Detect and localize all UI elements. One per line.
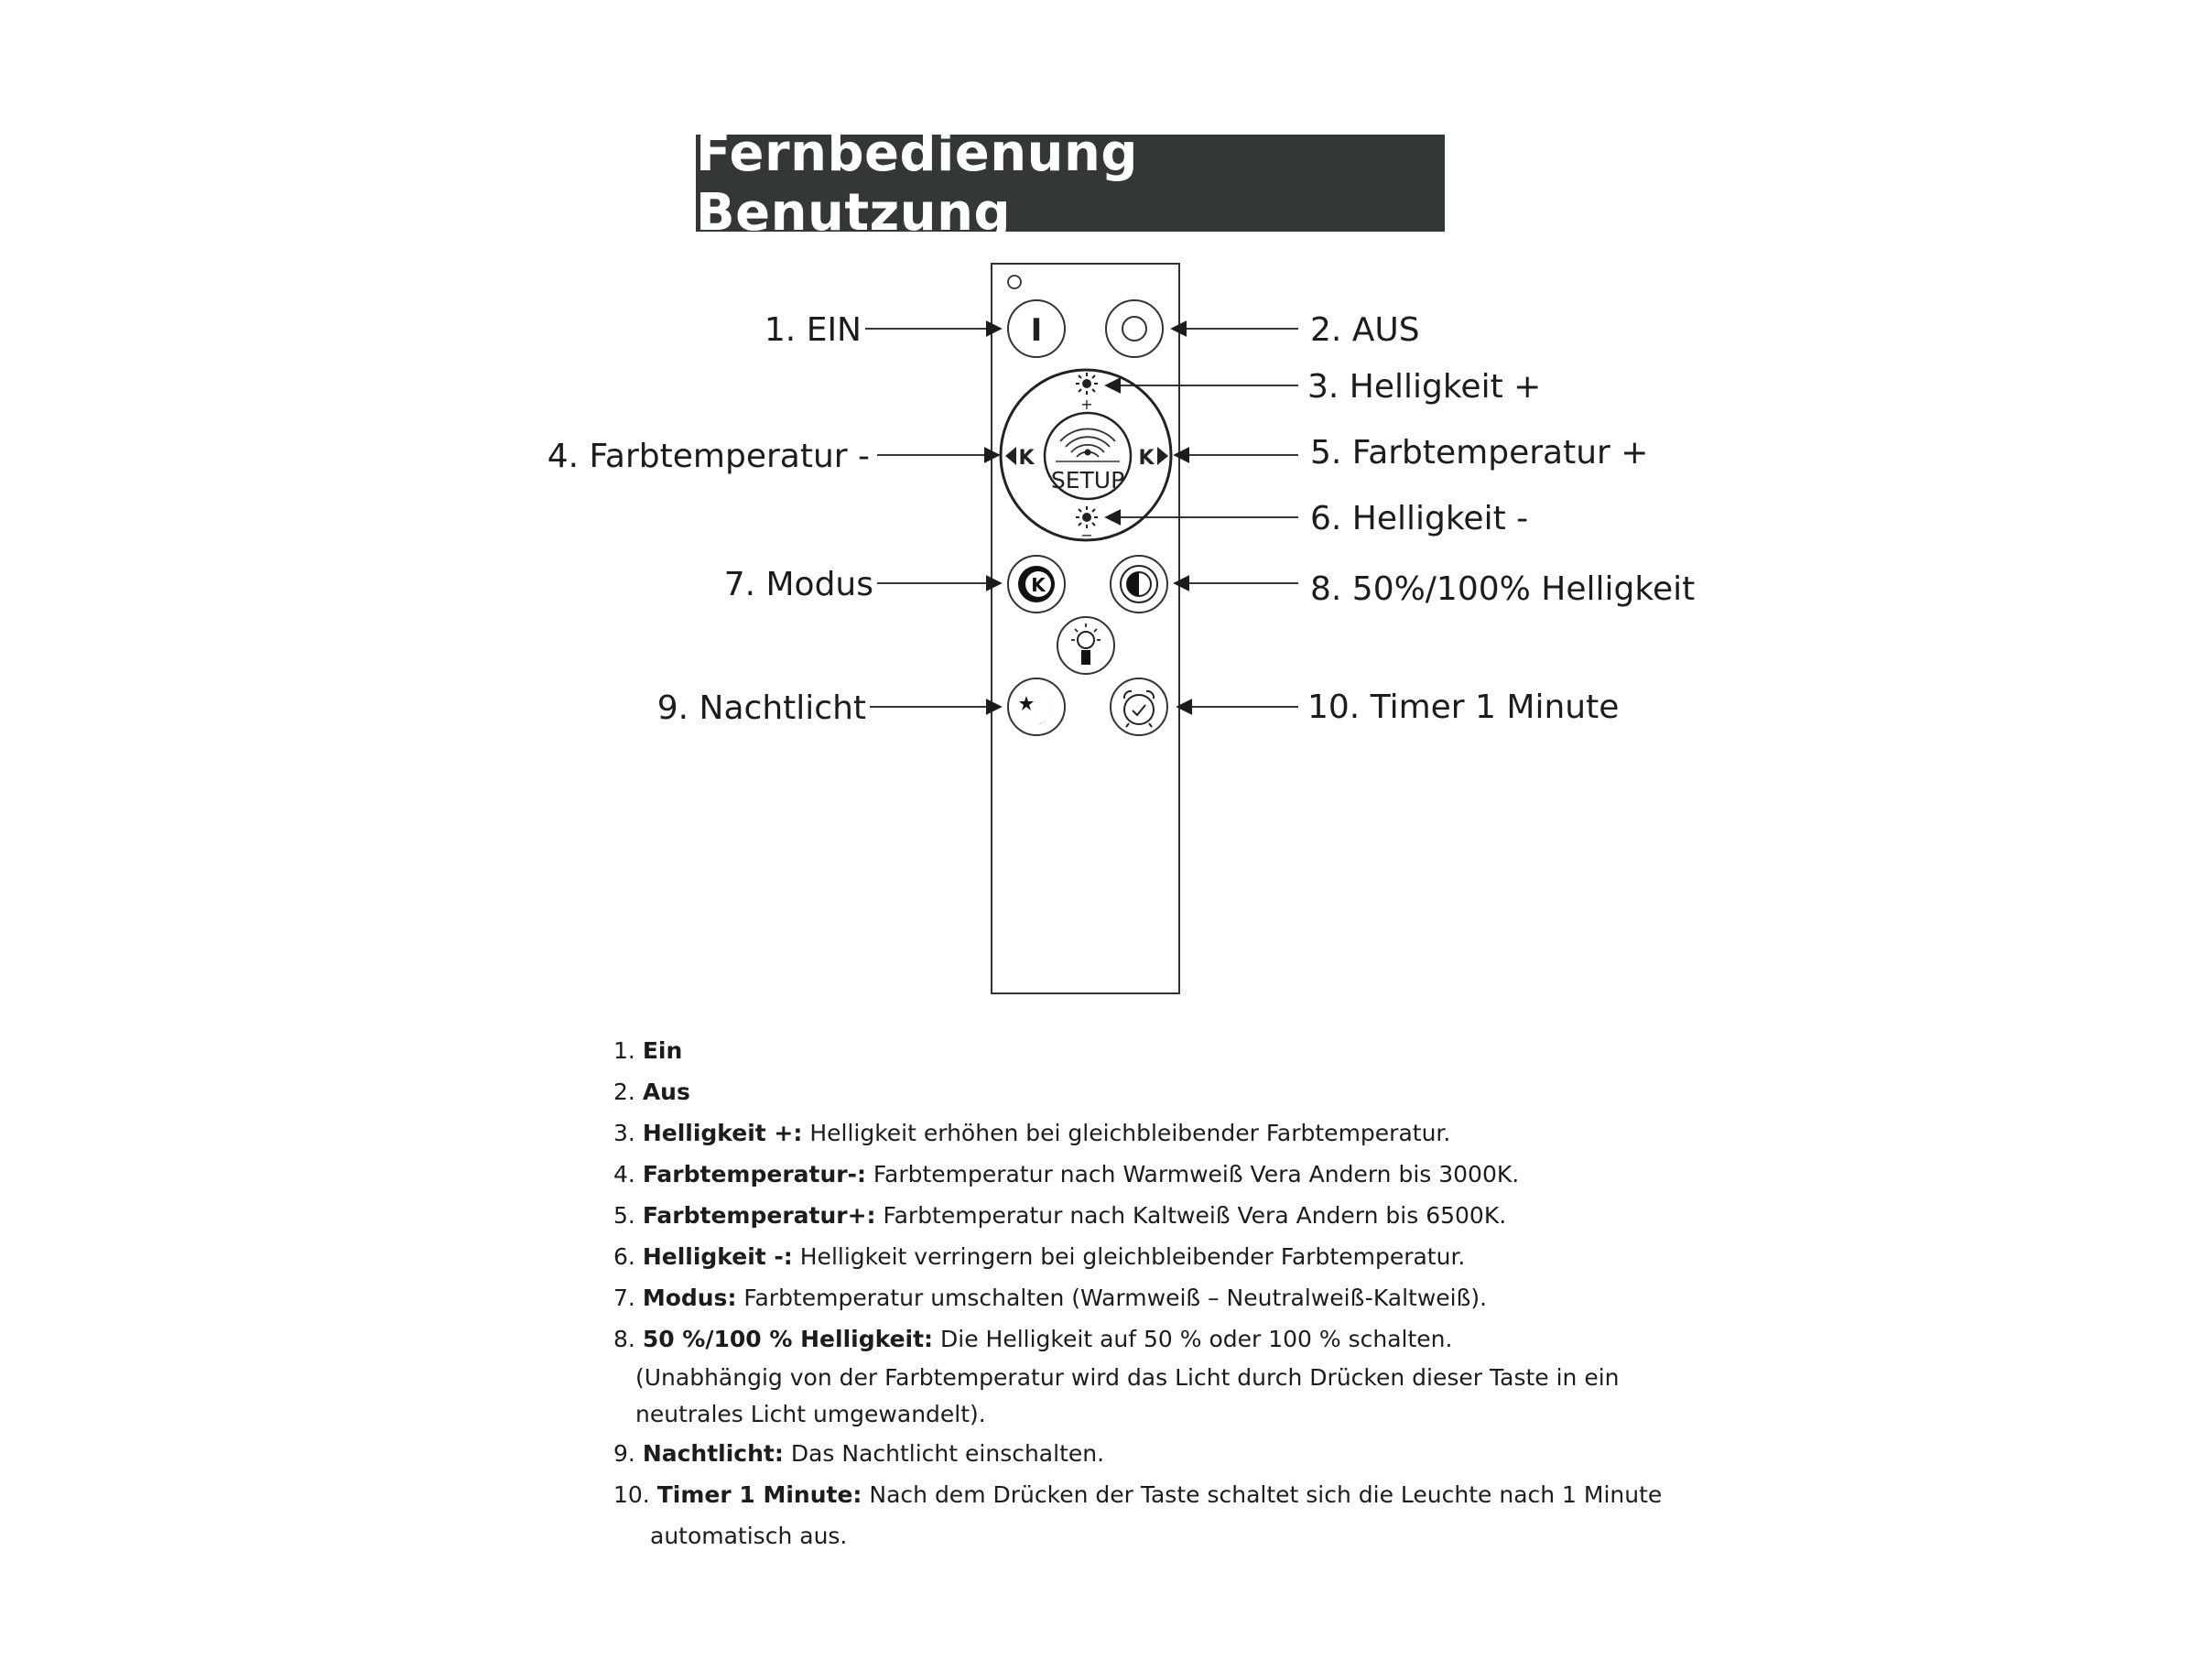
instruction-item: 8. 50 %/100 % Helligkeit: Die Helligkeit auf 50 % oder 100 % schalten. <box>613 1326 1453 1352</box>
callout-night-light: 9. Nachtlicht <box>656 689 866 727</box>
callout-on: 1. EIN <box>764 311 862 349</box>
callout-timer: 10. Timer 1 Minute <box>1307 689 1620 726</box>
instruction-item: 9. Nachtlicht: Das Nachtlicht einschalten. <box>613 1440 1105 1467</box>
instruction-continuation: neutrales Licht umgewandelt). <box>635 1401 986 1427</box>
instruction-item: 3. Helligkeit +: Helligkeit erhöhen bei gleichbleibender Farbtemperatur. <box>613 1120 1451 1146</box>
instruction-item: 4. Farbtemperatur-: Farbtemperatur nach Warmweiß Vera Andern bis 3000K. <box>613 1161 1520 1187</box>
callout-color-temp-plus: 5. Farbtemperatur + <box>1310 434 1649 472</box>
minus-sign: − <box>1080 526 1093 544</box>
power-on-button[interactable] <box>1008 300 1065 357</box>
plus-sign: + <box>1080 396 1093 413</box>
mode-k-letter: K <box>1031 574 1046 596</box>
power-on-symbol: I <box>1030 312 1043 349</box>
setup-button[interactable] <box>1045 413 1131 499</box>
callout-brightness-minus: 6. Helligkeit - <box>1310 500 1529 537</box>
night-light-button[interactable] <box>1008 678 1065 735</box>
mode-button[interactable] <box>1008 556 1065 613</box>
callout-brightness-plus: 3. Helligkeit + <box>1307 368 1542 406</box>
instruction-item: 2. Aus <box>613 1079 690 1105</box>
instruction-item: 10. Timer 1 Minute: Nach dem Drücken der Taste schaltet sich die Leuchte nach 1 Minute <box>613 1481 1663 1508</box>
instruction-item: 7. Modus: Farbtemperatur umschalten (Warmweiß – Neutralweiß-Kaltweiß). <box>613 1285 1488 1311</box>
setup-label: SETUP <box>1050 467 1125 493</box>
sun-icon <box>1076 373 1098 395</box>
half-full-brightness-button[interactable] <box>1111 556 1167 613</box>
callout-color-temp-minus: 4. Farbtemperatur - <box>547 438 870 475</box>
callout-half-full-brightness: 8. 50%/100% Helligkeit <box>1310 570 1696 608</box>
instruction-item: 5. Farbtemperatur+: Farbtemperatur nach Kaltweiß Vera Andern bis 6500K. <box>613 1202 1507 1229</box>
sun-icon <box>1076 506 1098 528</box>
k-right-label: K <box>1138 447 1155 470</box>
instruction-continuation: (Unabhängig von der Farbtemperatur wird das Licht durch Drücken dieser Taste in ein <box>635 1364 1620 1391</box>
instruction-item: 6. Helligkeit -: Helligkeit verringern bei gleichbleibender Farbtemperatur. <box>613 1243 1466 1270</box>
instructions-list <box>613 1030 1675 1556</box>
instruction-item: 1. Ein <box>613 1037 683 1064</box>
power-off-button[interactable] <box>1106 300 1163 357</box>
page-title: Fernbedienung Benutzung <box>696 135 1445 232</box>
timer-button[interactable] <box>1111 678 1167 735</box>
callout-mode: 7. Modus <box>723 566 873 603</box>
signal-dot <box>1085 450 1091 456</box>
instruction-continuation: automatisch aus. <box>650 1523 848 1549</box>
k-left-label: K <box>1018 447 1035 470</box>
callout-off: 2. AUS <box>1310 311 1420 349</box>
lamp-button[interactable] <box>1057 617 1114 674</box>
